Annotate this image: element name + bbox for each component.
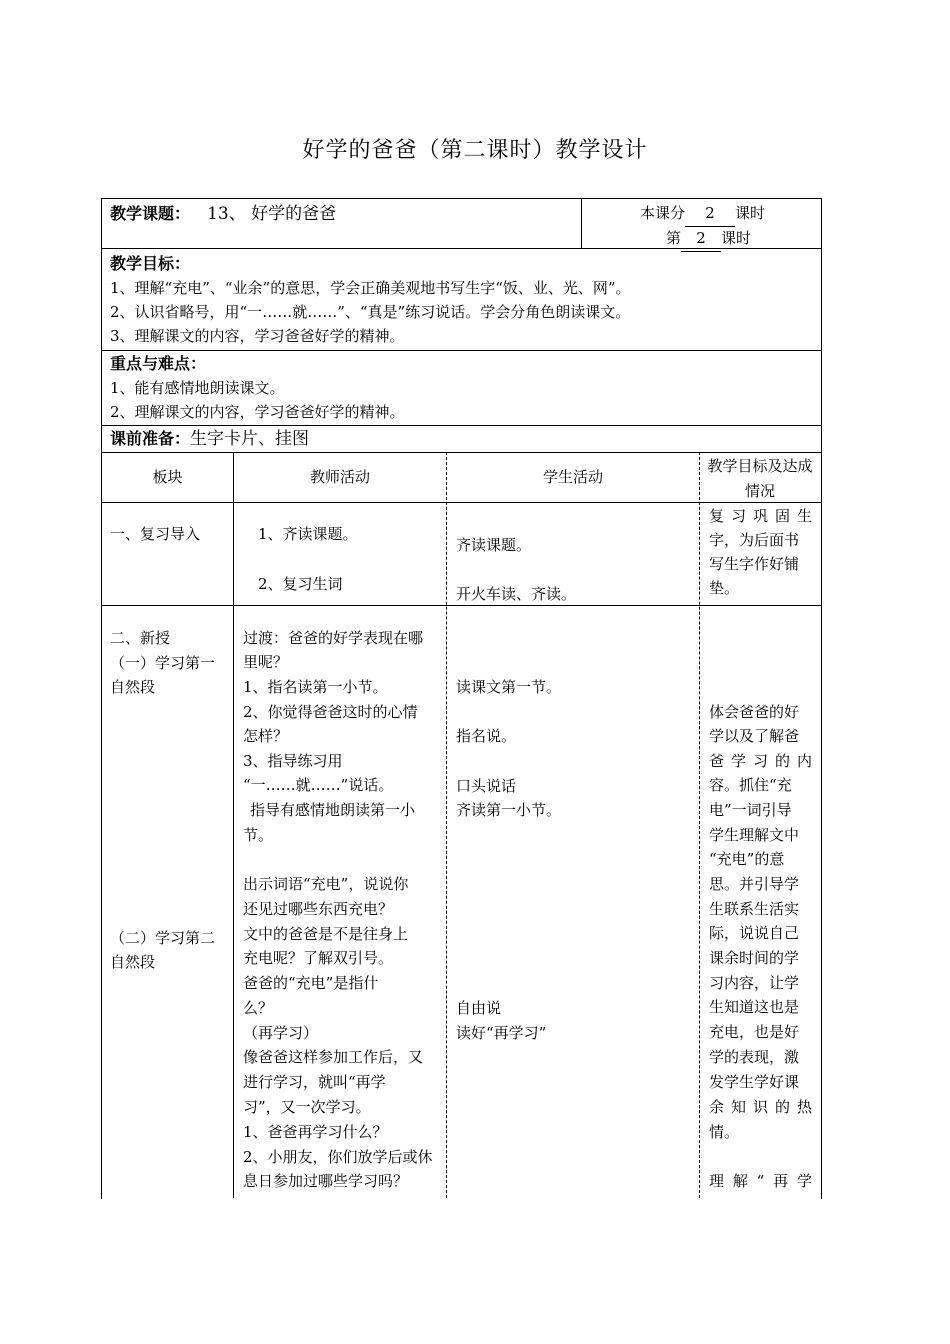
goal-line: 容。抓住“充 bbox=[709, 776, 792, 794]
goal-line: 生联系生活实 bbox=[709, 900, 800, 918]
column-divider bbox=[446, 452, 447, 1198]
row-divider bbox=[101, 452, 821, 453]
goal-line: 爸学习的内 bbox=[709, 752, 812, 770]
column-header-teacher: 教师活动 bbox=[309, 468, 370, 486]
goal-line: 课余时间的学 bbox=[709, 949, 800, 967]
teacher-activity: （再学习） bbox=[243, 1024, 319, 1042]
teacher-activity: 还见过哪些东西充电？ bbox=[243, 900, 394, 918]
objectives-label: 教学目标： bbox=[110, 254, 191, 273]
topic-value: 13、 好学的爸爸 bbox=[207, 204, 337, 224]
teacher-activity: 节。 bbox=[243, 826, 274, 844]
teacher-activity: 爸爸的“充电”是指什 bbox=[243, 974, 379, 992]
teacher-activity: 怎样？ bbox=[243, 727, 289, 745]
student-activity: 齐读第一小节。 bbox=[456, 801, 562, 819]
section-label: 二、新授 bbox=[110, 629, 171, 647]
column-header-student: 学生活动 bbox=[542, 468, 603, 486]
goal-line: 生知道这也是 bbox=[709, 998, 800, 1016]
section-label: 自然段 bbox=[110, 953, 156, 971]
objective-item: 1、理解“充电”、“业余”的意思，学会正确美观地书写生字“饭、业、光、网”。 bbox=[110, 279, 631, 297]
goal-line: 习内容，让学 bbox=[709, 974, 800, 992]
student-activity: 开火车读、齐读。 bbox=[456, 585, 577, 603]
preparation-label: 课前准备： bbox=[110, 429, 191, 448]
goal-line: 思。并引导学 bbox=[709, 875, 800, 893]
column-header-section: 板块 bbox=[152, 468, 183, 486]
goal-line: 情。 bbox=[709, 1123, 740, 1141]
teacher-activity: 么？ bbox=[243, 999, 274, 1017]
goal-line: 复习巩固生 bbox=[709, 507, 812, 525]
teacher-activity: “一……就……”说话。 bbox=[243, 776, 394, 794]
teacher-activity: 进行学习，就叫“再学 bbox=[243, 1073, 386, 1091]
teacher-activity: 1、齐读课题。 bbox=[258, 525, 358, 543]
header-divider bbox=[581, 198, 582, 248]
key-point-item: 1、能有感情地朗读课文。 bbox=[110, 379, 285, 397]
goal-line: 写生字作好铺 bbox=[709, 555, 800, 573]
student-activity: 读课文第一节。 bbox=[456, 678, 562, 696]
preparation bbox=[110, 427, 309, 452]
teacher-activity: 指导有感情地朗读第一小 bbox=[250, 801, 416, 819]
goal-line: 理解“再学 bbox=[709, 1172, 812, 1190]
teacher-activity: 息日参加过哪些学习吗？ bbox=[243, 1172, 409, 1190]
section-label: （一）学习第一 bbox=[110, 654, 216, 672]
teacher-activity: 1、指名读第一小节。 bbox=[243, 678, 388, 696]
lesson-hours: 本课分 2 课时 bbox=[640, 201, 765, 227]
section-label: （二）学习第二 bbox=[110, 929, 216, 947]
teacher-activity: 出示词语“充电”，说说你 bbox=[243, 875, 409, 893]
teacher-activity: 充电呢？了解双引号。 bbox=[243, 949, 394, 967]
teacher-activity: 过渡：爸爸的好学表现在哪 bbox=[243, 629, 424, 647]
teacher-activity: 像爸爸这样参加工作后，又 bbox=[243, 1048, 424, 1066]
preparation-value: 生字卡片、挂图 bbox=[190, 429, 310, 449]
student-activity: 齐读课题。 bbox=[456, 536, 532, 554]
teacher-activity: 1、爸爸再学习什么？ bbox=[243, 1123, 388, 1141]
objective-item: 2、认识省略号，用“一……就……”、“真是”练习说话。学会分角色朗读课文。 bbox=[110, 303, 631, 321]
key-points-label: 重点与难点： bbox=[110, 354, 207, 373]
section-label: 自然段 bbox=[110, 678, 156, 696]
document-title: 好学的爸爸（第二课时）教学设计 bbox=[302, 138, 648, 163]
row-divider bbox=[101, 425, 821, 426]
goal-line: 际，说说自己 bbox=[709, 924, 800, 942]
teacher-activity: 2、小朋友，你们放学后或休 bbox=[243, 1148, 433, 1166]
teacher-activity: 2、你觉得爸爸这时的心情 bbox=[243, 703, 418, 721]
teacher-activity: 习”，又一次学习。 bbox=[243, 1098, 371, 1116]
goal-line: 体会爸爸的好 bbox=[709, 703, 800, 721]
student-activity: 读好“再学习” bbox=[456, 1024, 547, 1042]
period-number: 2 bbox=[681, 226, 721, 252]
teacher-activity: 3、指导练习用 bbox=[243, 752, 343, 770]
goal-line: “充电”的意 bbox=[709, 850, 785, 868]
column-divider bbox=[699, 452, 700, 1198]
student-activity: 口头说话 bbox=[456, 777, 517, 795]
goal-line: 学的表现，激 bbox=[709, 1048, 800, 1066]
objective-item: 3、理解课文的内容，学习爸爸好学的精神。 bbox=[110, 327, 405, 345]
teacher-activity: 文中的爸爸是不是往身上 bbox=[243, 925, 409, 943]
goal-line: 字，为后面书 bbox=[709, 531, 800, 549]
hours-total: 2 bbox=[685, 201, 735, 227]
goal-line: 学生理解文中 bbox=[709, 826, 800, 844]
lesson-period: 第 2 课时 bbox=[666, 226, 751, 252]
teacher-activity: 2、复习生词 bbox=[258, 575, 343, 593]
key-point-item: 2、理解课文的内容，学习爸爸好学的精神。 bbox=[110, 403, 405, 421]
student-activity: 指名说。 bbox=[456, 727, 517, 745]
goal-line: 垫。 bbox=[709, 579, 740, 597]
goal-line: 电”一词引导 bbox=[709, 801, 792, 819]
column-header-goal: 教学目标及达成情况 bbox=[707, 457, 813, 500]
goal-line: 充电，也是好 bbox=[709, 1023, 800, 1041]
goal-line: 发学生学好课 bbox=[709, 1073, 800, 1091]
goal-line: 余知识的热 bbox=[709, 1098, 812, 1116]
column-divider bbox=[233, 452, 234, 1198]
section-label: 一、复习导入 bbox=[110, 525, 201, 543]
teacher-activity: 里呢？ bbox=[243, 653, 289, 671]
goal-line: 学以及了解爸 bbox=[709, 727, 800, 745]
student-activity: 自由说 bbox=[456, 999, 502, 1017]
row-divider bbox=[101, 350, 821, 351]
topic-label: 教学课题： bbox=[110, 204, 191, 223]
topic-row bbox=[110, 202, 336, 227]
